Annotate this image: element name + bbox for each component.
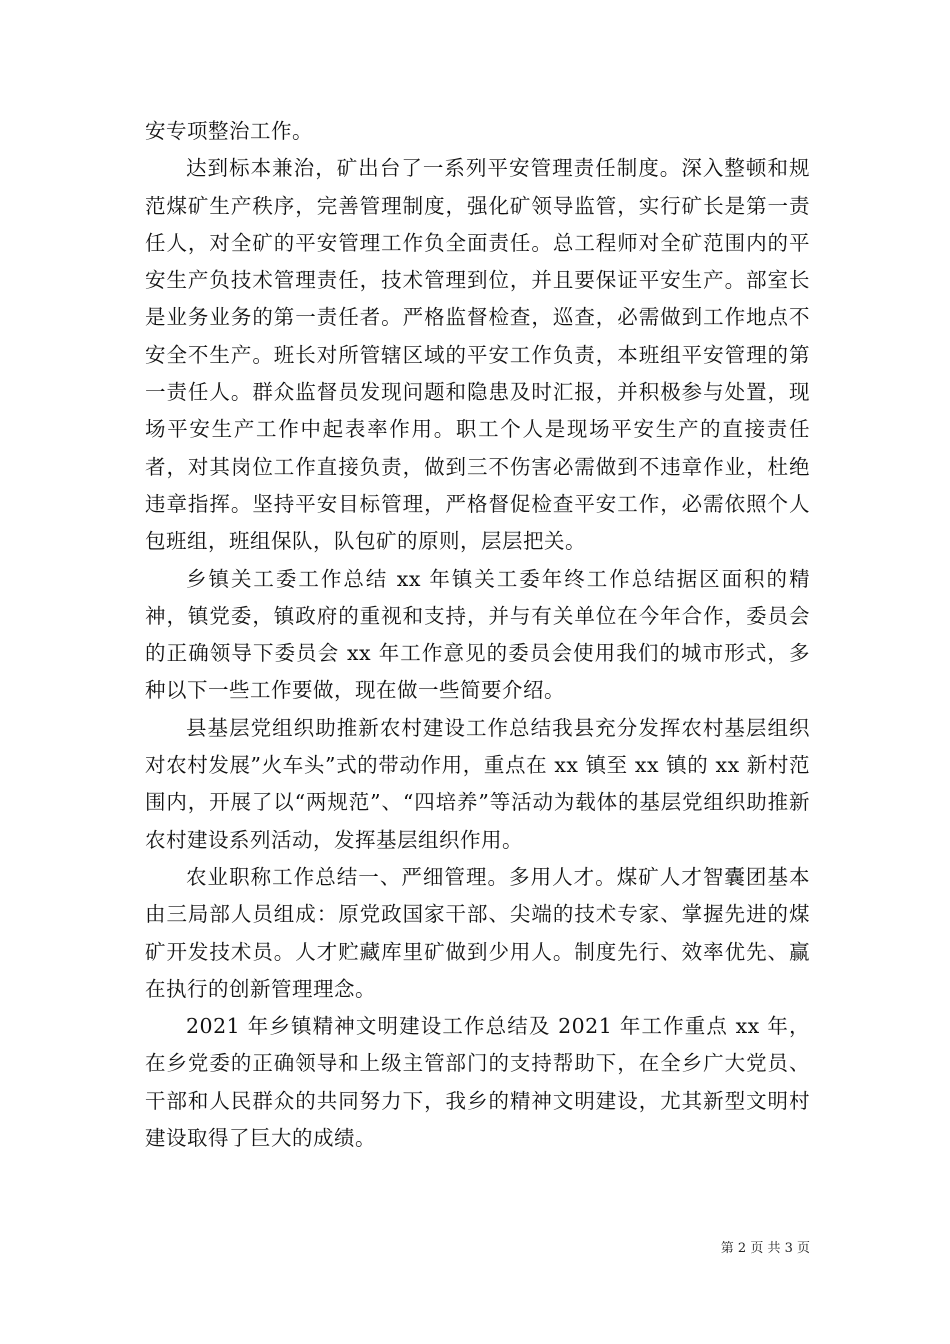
paragraph: 安专项整治工作。 [145, 119, 313, 143]
paragraph: 2021 年乡镇精神文明建设工作总结及 2021 年工作重点 xx 年，在乡党委的正确领导和上级主管部门的支持帮助下，在全乡广大党员、干部和人民群众的共同努力下，我乡的精神文明建设，尤其新型文明村建设取得了巨大的成绩。 [145, 1014, 810, 1151]
document-body [145, 113, 810, 1157]
page-number: 第 2 页 共 3 页 [720, 1241, 810, 1256]
paragraph: 达到标本兼治，矿出台了一系列平安管理责任制度。深入整顿和规范煤矿生产秩序，完善管理制度，强化矿领导监管，实行矿长是第一责任人，对全矿的平安管理工作负全面责任。总工程师对全矿范围内的平安生产负技术管理责任，技术管理到位，并且要保证平安生产。部室长是业务业务的第一责任者。严格监督检查，巡查，必需做到工作地点不安全不生产。班长对所管辖区域的平安工作负责，本班组平安管理的第一责任人。群众监督员发现问题和隐患及时汇报，并积极参与处置，现场平安生产工作中起表率作用。职工个人是现场平安生产的直接责任者，对其岗位工作直接负责，做到三不伤害必需做到不违章作业，杜绝违章指挥。坚持平安目标管理，严格督促检查平安工作，必需依照个人包班组，班组保队，队包矿的原则，层层把关。 [145, 156, 810, 554]
paragraph: 农业职称工作总结一、严细管理。多用人才。煤矿人才智囊团基本由三局部人员组成：原党政国家干部、尖端的技术专家、掌握先进的煤矿开发技术员。人才贮藏库里矿做到少用人。制度先行、效率优先、赢在执行的创新管理理念。 [145, 864, 810, 1001]
paragraph: 乡镇关工委工作总结 xx 年镇关工委年终工作总结据区面积的精神，镇党委，镇政府的重视和支持，并与有关单位在今年合作，委员会的正确领导下委员会 xx 年工作意见的委员会使用我们的城市形式，多种以下一些工作要做，现在做一些简要介绍。 [145, 566, 810, 703]
paragraph: 县基层党组织助推新农村建设工作总结我县充分发挥农村基层组织对农村发展”火车头”式的带动作用，重点在 xx 镇至 xx 镇的 xx 新村范围内，开展了以“两规范”、“四培养”等活动为载体的基层党组织助推新农村建设系列活动，发挥基层组织作用。 [145, 715, 810, 852]
